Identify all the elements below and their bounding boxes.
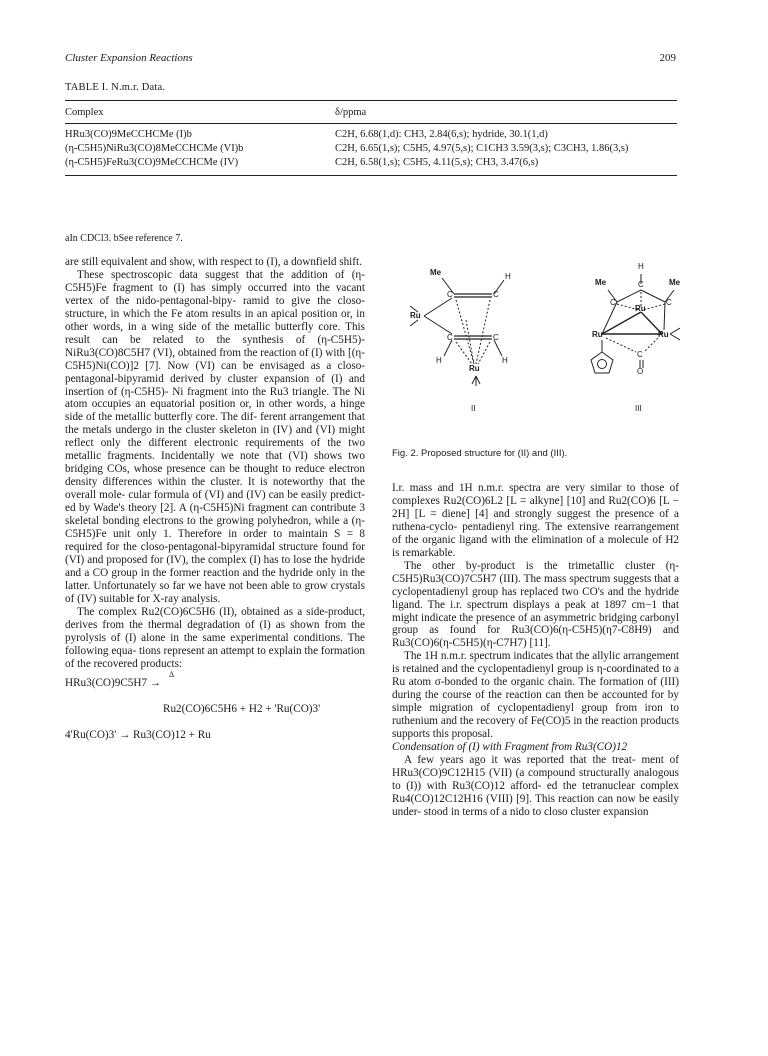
heat-symbol: Δ	[169, 669, 175, 679]
text-line: The complex Ru2(CO)6C5H6 (II), obtained as	[77, 605, 298, 618]
bond	[476, 376, 480, 384]
paragraph	[65, 606, 365, 671]
table-header-cell: Complex	[65, 107, 104, 118]
text-line: shows two bridging COs, whose presence can be	[65, 450, 365, 476]
text-line: result can be related to the synthesis of (η-C5H5)-	[65, 333, 365, 346]
equation-1-reactant: HRu3(CO)9C5H7 →	[65, 676, 162, 689]
text-line: metallic fragments. Incidentally we note that (VI)	[65, 450, 314, 463]
text-line: of (I) with [(η-C5H5)Ni(CO)]2 [7]. Now (VI) can be	[65, 346, 365, 372]
atom-label: H	[638, 262, 644, 271]
text-line: strongly suggest the presence of a ruthena-cyclo-	[392, 507, 679, 533]
compound-label-iii: III	[635, 404, 642, 413]
atom-label: O	[637, 367, 644, 376]
text-line: cluster skeleton in (IV) and (VI) might reflect only	[65, 424, 366, 450]
text-line: 1. Therefore in order to maintain S = 8 required	[65, 528, 366, 553]
text-line: The other by-product is the trimetallic cluster	[404, 559, 666, 572]
dashed-bond	[606, 338, 636, 352]
text-line: thought to reduce electron density differences within	[65, 463, 365, 489]
text-line: growing polyhedron, while a (η-C5H5)Fe unit only	[65, 515, 365, 541]
text-line: arrangement is retained and the cyclopentadienyl	[392, 650, 679, 676]
table-caption: TABLE I. N.m.r. Data.	[65, 82, 166, 93]
bond	[664, 302, 665, 330]
dashed-bond	[644, 338, 658, 352]
text-line: a downfield shift.	[283, 256, 362, 268]
text-line: the different electronic requirements of the two	[127, 437, 365, 450]
paragraph	[392, 754, 679, 819]
text-line: The 1H n.m.r. spectrum indicates that the allylic	[404, 650, 624, 663]
text-line: of H2 is remarkable.	[392, 533, 679, 559]
dashed-bond	[456, 300, 474, 364]
bond	[617, 290, 641, 302]
atom-label: C	[493, 290, 499, 299]
text-line: same experimental conditions. The following equa-	[65, 631, 366, 657]
table-cell: (η-C5H5)NiRu3(CO)8MeCCHCMe (VI)b	[65, 143, 244, 154]
table-row	[65, 157, 677, 171]
text-line: ferent arrangement that the metals undergo in the	[65, 411, 365, 437]
compound-label-ii: II	[471, 404, 476, 413]
text-line: those of complexes Ru2(CO)6L2 [L = alkyne] [10]	[392, 482, 679, 507]
text-line: (VIII) [9]. This reaction can now be easily under-	[392, 792, 679, 818]
text-line: of (η-C5H5)Fe fragment to (I) has simply occurred	[65, 268, 366, 294]
atom-label: Me	[669, 278, 681, 287]
text-line: grow crystals of (IV) suitable for X-ray analysis.	[65, 579, 365, 605]
equation-2	[65, 729, 365, 743]
cyclopentadienyl-ring	[598, 360, 607, 369]
text-line: These spectroscopic data suggest that the addition	[77, 268, 336, 281]
text-line: ed the tetranuclear complex Ru4(CO)12C12H16	[392, 779, 679, 805]
bond	[472, 376, 476, 384]
text-line: I.r. mass and 1H n.m.r. spectra are very similar to	[392, 482, 641, 494]
text-line: (η-C5H5)Ru3(CO)7C5H7 (III). The mass spectrum	[392, 559, 679, 585]
dashed-bond	[478, 342, 490, 364]
text-line: former reaction and the hydride only in the latter.	[65, 566, 366, 592]
atom-label: C	[666, 298, 672, 307]
text-line: atom results in an apical position or, in other words,	[65, 307, 365, 333]
paragraph	[392, 560, 679, 651]
cyclopentadienyl-ring	[591, 352, 613, 373]
atom-label: C	[447, 290, 453, 299]
text-line: the organic chain. The formation of (III) during the	[392, 676, 679, 702]
figure-caption: Fig. 2. Proposed structure for (II) and (III).	[392, 448, 568, 459]
dashed-bond	[466, 320, 474, 364]
bond	[424, 298, 452, 316]
text-line: Ni fragment into the Ru3 triangle. The Ni atom	[65, 385, 366, 411]
section-heading: Condensation of (I) with Fragment from Ru3(CO)12	[392, 741, 628, 754]
text-line: a hinge side of the metallic butterfly core. The dif-	[65, 398, 365, 424]
dashed-bond	[476, 300, 490, 364]
paragraph	[65, 269, 365, 606]
paragraph	[392, 482, 679, 560]
equation-1-line-a	[65, 669, 365, 691]
text-line: group as found for Ru3(CO)6(η-C5H5)(η7-C8H9)	[392, 624, 663, 637]
equation-1-line-b	[65, 703, 365, 717]
paragraph	[392, 650, 679, 741]
text-line: structurally analogous to (I)) with Ru3(CO)12 afford-	[392, 766, 680, 792]
equation-2-text: 4'Ru(CO)3' → Ru3(CO)12 + Ru	[65, 728, 211, 741]
atom-label: H	[436, 356, 442, 365]
metal-bond	[602, 312, 641, 334]
text-line: of the recovered products:	[65, 657, 183, 670]
table-cell: C2H, 6.68(1,d): CH3, 2.84(6,s); hydride, 30.1(1,d)	[335, 129, 548, 140]
bond	[444, 340, 452, 356]
right-column	[392, 482, 679, 819]
text-line: by simple migration of cyclopentadienyl group	[392, 689, 679, 715]
text-line: and Ru2(CO)6 [L − 2H] [L = diene] [4] and	[392, 494, 679, 520]
text-line: tions represent an attempt to explain the formation	[138, 644, 365, 657]
text-line: for the closo-pentagonal-bipyramidal structure	[106, 540, 322, 553]
text-line: NiRu3(CO)8C5H7 (VI), obtained from the reaction	[65, 346, 300, 359]
text-line: course of the reaction can then be accounted for	[442, 689, 668, 702]
text-line: ed by Wade's theory [2]. A (η-C5H5)Ni fragment	[65, 502, 292, 515]
dashed-bond	[643, 304, 665, 310]
table-header-cell: δ/ppma	[335, 107, 367, 118]
text-line: from iron to ruthenium and the recovery of Fe(CO)5	[392, 702, 679, 728]
text-line: by cluster expansion of (I) and insertion of (η-C5H5)-	[65, 372, 365, 398]
text-line: ment of HRu3(CO)9C12H15 (VII) (a compound	[392, 754, 679, 779]
atom-label: Me	[595, 278, 607, 287]
table-cell: C2H, 6.65(1,s); C5H5, 4.97(5,s); C1CH3 3.59(3,s); C3CH3, 1.86(3,s)	[335, 143, 629, 154]
atom-label: Ru	[592, 330, 603, 339]
nmr-data-table	[65, 100, 677, 176]
table-bottom-rule	[65, 175, 677, 176]
text-line: the organic ligand with the elimination of a molecule	[404, 533, 653, 546]
text-line: and Ru3(CO)6(η-C5H5)(η-C7H7) [11].	[392, 624, 679, 650]
atom-label: C	[493, 333, 499, 342]
atom-label: C	[638, 280, 644, 289]
text-line: can contribute 3 skeletal bonding electrons to the	[65, 502, 365, 528]
bond	[424, 316, 452, 334]
text-line: envisaged as a closo-pentagonal-bipyramid derived	[65, 359, 366, 385]
text-line: displays a peak at 1897 cm−1 that might indicate	[392, 598, 679, 624]
running-head	[65, 52, 676, 68]
page-number: 209	[659, 52, 676, 64]
table-body	[65, 124, 677, 175]
bond	[410, 320, 418, 326]
table-cell: (η-C5H5)FeRu3(CO)9MeCCHCMe (IV)	[65, 157, 239, 168]
text-line: the cluster. It is noteworthy that the overall mole-	[65, 476, 365, 502]
atom-label: H	[505, 272, 511, 281]
atom-label: Ru	[658, 330, 669, 339]
bond	[494, 340, 502, 356]
left-column	[65, 256, 365, 743]
figure-2	[392, 260, 680, 470]
text-line: into the vacant vertex of the nido-pentagonal-bipy-	[65, 281, 366, 307]
bond	[641, 290, 665, 302]
atom-label: C	[610, 298, 616, 307]
text-line: stood in terms of a nido to closo cluster expansion	[423, 805, 649, 818]
text-line: the presence of an asymmetric bridging carbonyl	[459, 611, 679, 624]
bond	[670, 328, 680, 334]
dashed-bond	[456, 342, 472, 364]
atom-label: Ru	[469, 364, 480, 373]
running-title: Cluster Expansion Reactions	[65, 52, 193, 64]
table-row	[65, 143, 677, 157]
table-cell: C2H, 6.58(1,s); C5H5, 4.11(5,s); CH3, 3.47(6,s)	[335, 157, 539, 168]
text-line: of (I) as shown from the pyrolysis of (I) alone in the	[65, 618, 365, 644]
table-footnote: aIn CDCl3. bSee reference 7.	[65, 233, 183, 244]
text-line: (I) has to lose the hydride and a CO group in the	[65, 553, 365, 579]
text-line: in the reaction products supports this proposal.	[392, 715, 679, 741]
paragraph	[65, 256, 365, 269]
text-line: a side-product, derives from the thermal degradation	[65, 605, 365, 631]
text-line: group is η-coordinated to a Ru atom σ-bonded to	[392, 663, 679, 689]
atom-label: Me	[430, 268, 442, 277]
text-line: cular formula of (VI) and (IV) can be easily predict-	[128, 489, 365, 502]
bond	[670, 334, 680, 340]
atom-label: Ru	[635, 304, 646, 313]
atom-label: H	[502, 356, 508, 365]
atom-label: Ru	[410, 311, 421, 320]
text-line: are still equivalent and show, with respect to (I),	[65, 256, 284, 268]
text-line: Unfortunately so far we have not been able to	[93, 579, 305, 592]
text-line: found for (VI) and proposed for (IV), the complex	[65, 540, 365, 566]
text-line: ramid to give the closo-structure, in which the Fe	[65, 294, 365, 320]
table-row	[65, 129, 677, 143]
table-cell: HRu3(CO)9MeCCHCMe (I)b	[65, 129, 192, 140]
text-line: in a wing side of the metallic butterfly core. This	[127, 320, 365, 333]
text-line: occupies an equatorial position or, in other words,	[91, 398, 331, 411]
table-header-row	[65, 101, 677, 123]
atom-label: C	[637, 350, 643, 359]
equation-1-products: Ru2(CO)6C5H6 + H2 + 'Ru(CO)3'	[163, 702, 321, 715]
text-line: A few years ago it was reported that the treat-	[404, 754, 642, 767]
text-line: two CO's and the hydride ligand. The i.r. spectrum	[392, 585, 679, 611]
atom-label: C	[447, 333, 453, 342]
text-line: pentadienyl ring. The extensive rearrangement of	[392, 520, 679, 546]
text-line: suggests that a cyclopentadienyl group has replaced	[392, 572, 679, 598]
